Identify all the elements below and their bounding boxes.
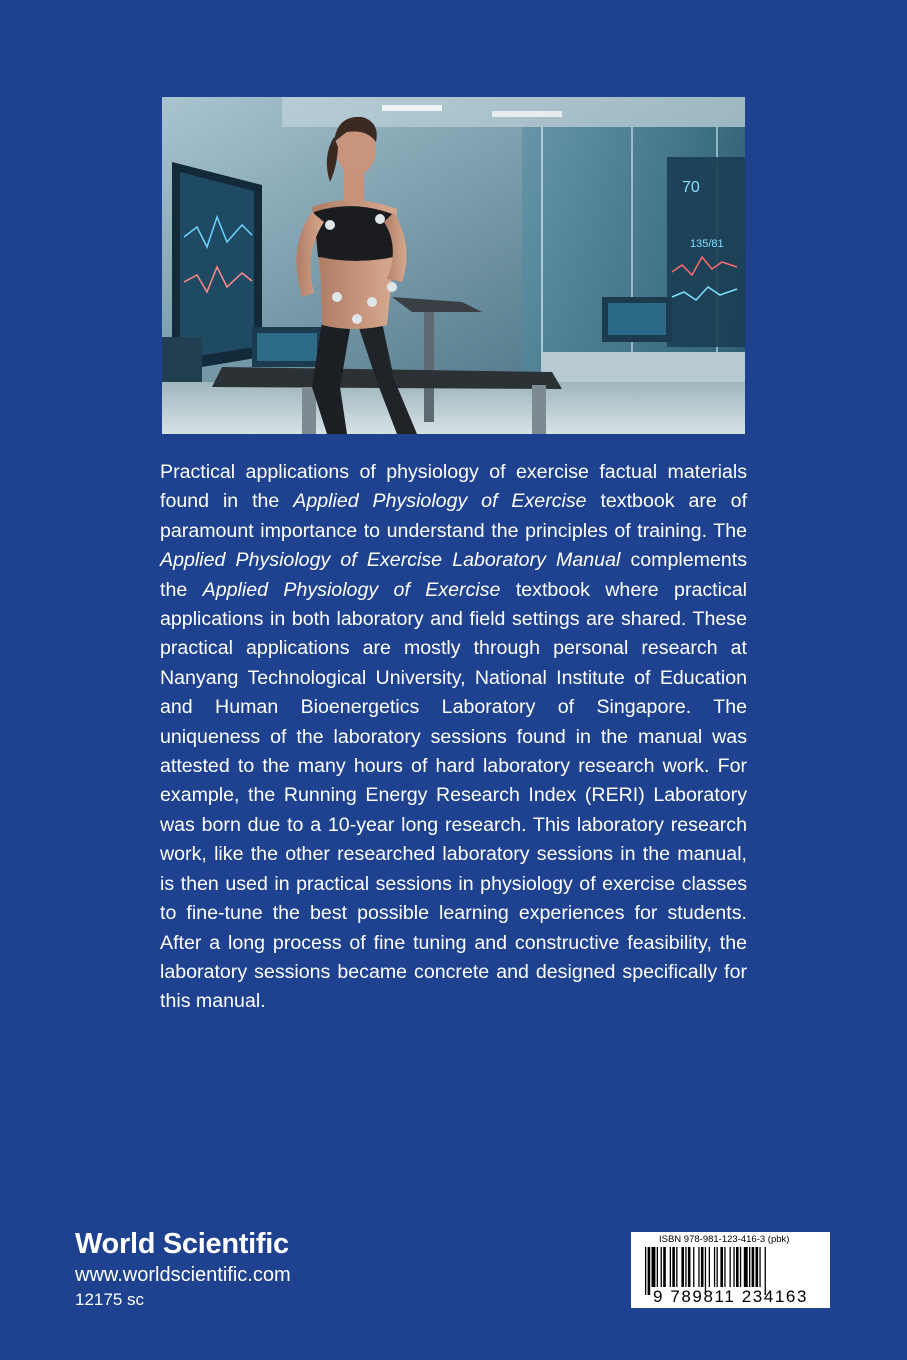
barcode-bar — [685, 1247, 686, 1287]
publisher-name: World Scientific — [75, 1228, 289, 1260]
barcode-bar — [688, 1247, 691, 1287]
barcode-bar — [749, 1247, 750, 1287]
barcode-bar — [693, 1247, 694, 1287]
barcode-bar — [717, 1247, 718, 1287]
barcode-bar — [736, 1247, 739, 1287]
barcode-bar — [740, 1247, 741, 1287]
barcode-bar — [752, 1247, 755, 1287]
cover-photo — [162, 97, 745, 434]
barcode-panel — [631, 1232, 830, 1308]
barcode-bar — [756, 1247, 759, 1287]
barcode-bar — [744, 1247, 748, 1287]
publisher-block — [75, 1226, 291, 1312]
treadmill-lab-illustration — [162, 97, 745, 434]
book-title-1: Applied Physiology of Exercise — [293, 490, 587, 513]
barcode-bar — [720, 1247, 723, 1287]
barcode-bar — [663, 1247, 666, 1287]
barcode-bar — [724, 1247, 725, 1287]
blurb-text-2: textbook are of paramount importance to understand the principles of training. The — [160, 490, 748, 542]
barcode-bar — [709, 1247, 710, 1287]
catalog-code: 12175 sc — [75, 1290, 144, 1309]
book-title-3: Applied Physiology of Exercise — [202, 578, 501, 601]
barcode-bar — [759, 1247, 760, 1287]
barcode-bar — [661, 1247, 662, 1287]
blurb-text-1: Practical applications of physiology of exercise factual materials found in the — [160, 461, 747, 513]
blurb-text-3: complements the — [160, 549, 748, 601]
isbn-label: ISBN 978-981-123-416-3 (pbk) — [659, 1234, 790, 1245]
blurb-text-4: textbook where practical applications in both laboratory and field settings are shared. These practical applications are mostly through personal research at Nanyang Technological University, National Institute of Education and Human Bioenergetics Laboratory of Singapore. The uniqueness of the laboratory sessions found in the manual was attested to the many hours of hard laboratory research work. For example, the Running Energy Research Index (RERI) Laboratory was born due to a 10-year long research. This laboratory research work, like the other researched laboratory sessions in the manual, is then used in practical sessions in physiology of exercise classes to fine-tune the best possible learning experiences for students. After a long process of fine tuning and constructive feasibility, the laboratory sessions became concrete and designed specifically for this manual. — [160, 578, 748, 1013]
barcode-digits: 9 789811 234163 — [652, 1287, 809, 1306]
barcode-bar — [676, 1247, 677, 1287]
barcode-bar — [670, 1247, 671, 1287]
barcode-bar — [701, 1247, 704, 1287]
monitor-readout-2: 135/81 — [690, 238, 724, 250]
barcode-bar — [733, 1247, 734, 1287]
monitor-readout-1: 70 — [682, 179, 700, 196]
barcode-bar — [672, 1247, 675, 1287]
barcode-bar — [681, 1247, 684, 1287]
publisher-url: www.worldscientific.com — [75, 1264, 291, 1286]
back-cover-blurb — [160, 458, 747, 1017]
barcode-bar — [698, 1247, 699, 1287]
barcode-bar — [657, 1247, 658, 1287]
barcode-bar — [714, 1247, 715, 1287]
barcode-bar — [730, 1247, 731, 1287]
book-title-2: Applied Physiology of Exercise Laboratory Manual — [160, 549, 621, 572]
blurb-paragraph — [160, 458, 747, 1017]
barcode-bar — [652, 1247, 656, 1287]
